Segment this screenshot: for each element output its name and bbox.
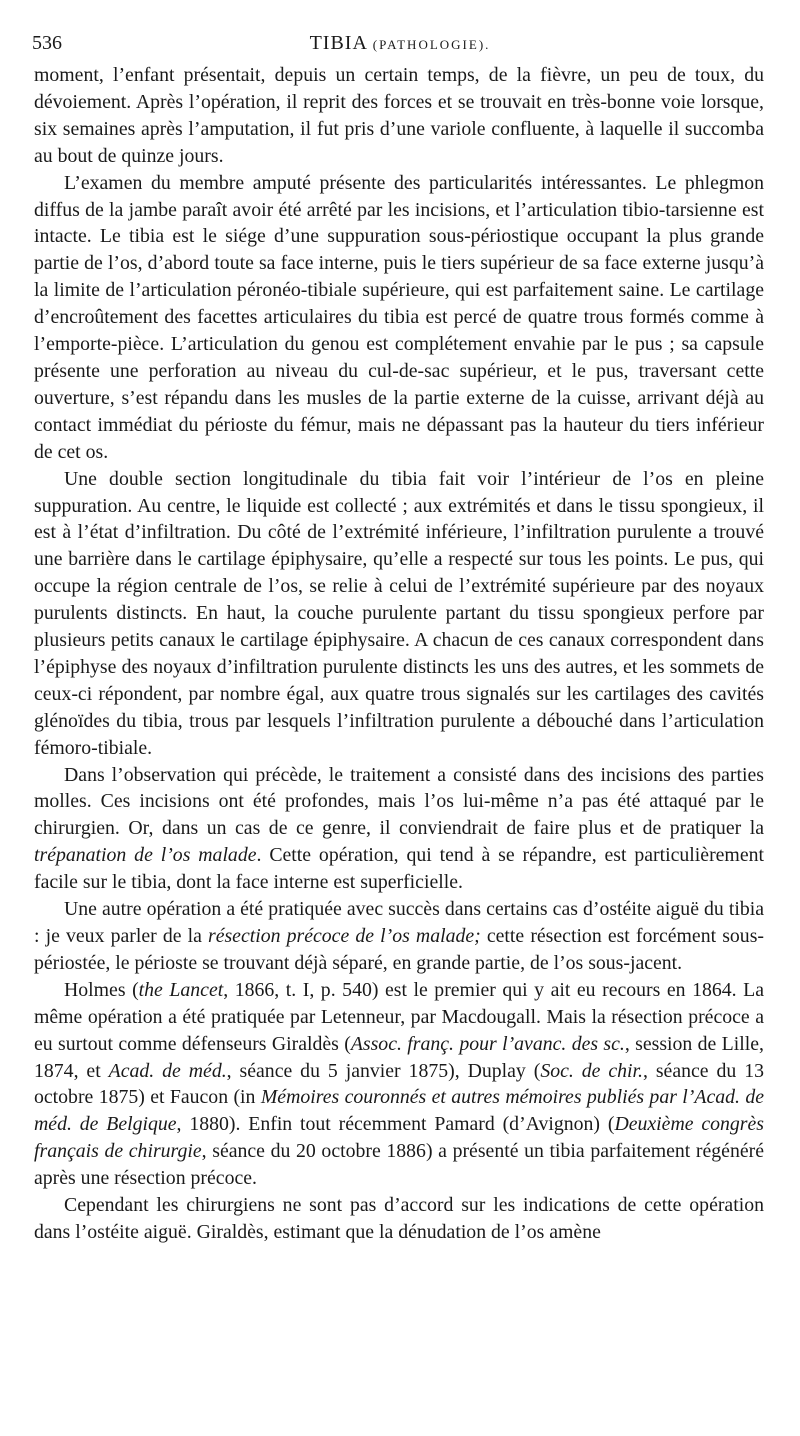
title-sub: (PATHOLOGIE).: [372, 37, 491, 52]
text-run: , 1880). Enfin tout récemment Pamard (d’Avignon) (: [176, 1113, 615, 1136]
citation: Deuxième congrès français de chirurgie: [34, 1113, 764, 1163]
emphasis: résection précoce de l’os malade;: [208, 925, 481, 947]
running-title: [32, 28, 768, 60]
paragraph-6: [34, 977, 764, 1192]
text-run: cette résection est forcément sous-périostée, le périoste se trouvant déjà séparé, en grande partie, de l’os sous-jacent.: [34, 925, 764, 974]
citation: Mémoires couronnés et autres mémoires publiés par l’Acad. de méd. de Belgique: [34, 1086, 764, 1136]
paragraph-5: [34, 896, 764, 977]
paragraph-2: L’examen du membre amputé présente des particularités intéressantes. Le phlegmon diffus de la jambe paraît avoir été arrêté par les incisions, et l’articulation tibio-tarsienne est intacte. Le tibia est le siége d’une suppuration sous-périostique occupant la plus grande partie de l’os, d’abord toute sa face interne, puis le tiers supérieur de sa face externe jusqu’à la limite de l’articulation péronéo-tibiale supérieure, qui est parfaitement saine. Le cartilage d’encroûtement des facettes articulaires du tibia est percé de quatre trous formés comme à l’emporte-pièce. L’articulation du genou est complétement envahie par le pus ; sa capsule présente une perforation au niveau du cul-de-sac supérieur, et le pus, traversant cette ouverture, s’est répandu dans les musles de la partie externe de la cuisse, arrivant déjà au contact immédiat du périoste du fémur, mais ne dépassant pas la hauteur du tiers inférieur de cet os.: [34, 171, 764, 463]
emphasis: trépanation de l’os malade: [34, 844, 257, 867]
body-text: [34, 62, 764, 1246]
text-run: Une autre opération a été pratiquée avec succès dans certains cas d’ostéite aiguë du tibia : je veux parler de la: [34, 898, 764, 947]
running-header: [32, 28, 768, 58]
text-run: , séance du 5 janvier 1875), Duplay (: [226, 1059, 541, 1082]
citation: Acad. de méd.: [108, 1059, 227, 1082]
paragraph-1: moment, l’enfant présentait, depuis un certain temps, de la fièvre, un peu de toux, du dévoiement. Après l’opération, il reprit des forces et se trouvait en très-bonne voie lorsque, six semaines après l’amputation, il fut pris d’une variole confluente, à laquelle il succomba au bout de quinze jours.: [34, 64, 764, 167]
page-number: 536: [32, 32, 62, 54]
text-run: . Cette opération, qui tend à se répandre, est particulièrement facile sur le tibia, dont la face interne est superficielle.: [34, 844, 764, 894]
citation: Assoc. franç. pour l’avanc. des sc.: [350, 1032, 625, 1055]
paragraph-3: Une double section longitudinale du tibia fait voir l’intérieur de l’os en pleine suppuration. Au centre, le liquide est collecté ; aux extrémités et dans le tissu spongieux, il est à l’état d’infiltration. Du côté de l’extrémité inférieure, l’infiltration purulente a trouvé une barrière dans le cartilage épiphysaire, qu’elle a respecté sur tous les points. Le pus, qui occupe la région centrale de l’os, se relie à celui de l’extrémité supérieure par des noyaux purulents distincts. En haut, la couche purulente partant du tissu spongieux perfore par plusieurs petits canaux le cartilage épiphysaire. A chacun de ces canaux correspondent dans l’épiphyse des noyaux d’infiltration purulente distincts les uns des autres, et les sommets de ceux-ci répondent, par nombre égal, aux quatre trous signalés sur les cartilages des cavités glénoïdes du tibia, trous par lesquels l’infiltration purulente a débouché dans l’articulation fémoro-tibiale.: [34, 467, 764, 759]
citation: the Lancet: [138, 978, 224, 1001]
text-run: , session de Lille, 1874, et: [34, 1032, 764, 1082]
text-run: , séance du 20 octobre 1886) a présenté un tibia parfaitement régénéré après une résection précoce.: [34, 1140, 764, 1190]
paragraph-7: Cependant les chirurgiens ne sont pas d’accord sur les indications de cette opération dans l’ostéite aiguë. Giraldès, estimant que la dénudation de l’os amène: [34, 1194, 764, 1243]
text-run: , 1866, t. I, p. 540) est le premier qui y ait eu recours en 1864. La même opération a été pratiquée par Letenneur, par Macdougall. Mais la résection précoce a eu surtout comme défenseurs Giraldès (: [34, 978, 764, 1055]
text-run: , séance du 13 octobre 1875) et Faucon (in: [34, 1059, 764, 1109]
text-run: Dans l’observation qui précède, le traitement a consisté dans des incisions des parties molles. Ces incisions ont été profondes, mais l’os lui-même n’a pas été attaqué par le chirurgien. Or, dans un cas de ce genre, il conviendrait de faire plus et de pratiquer la: [34, 763, 764, 840]
title-main: TIBIA: [309, 32, 367, 54]
citation: Soc. de chir.: [540, 1059, 643, 1082]
paragraph-4: [34, 762, 764, 897]
text-run: Holmes (: [64, 978, 139, 1001]
